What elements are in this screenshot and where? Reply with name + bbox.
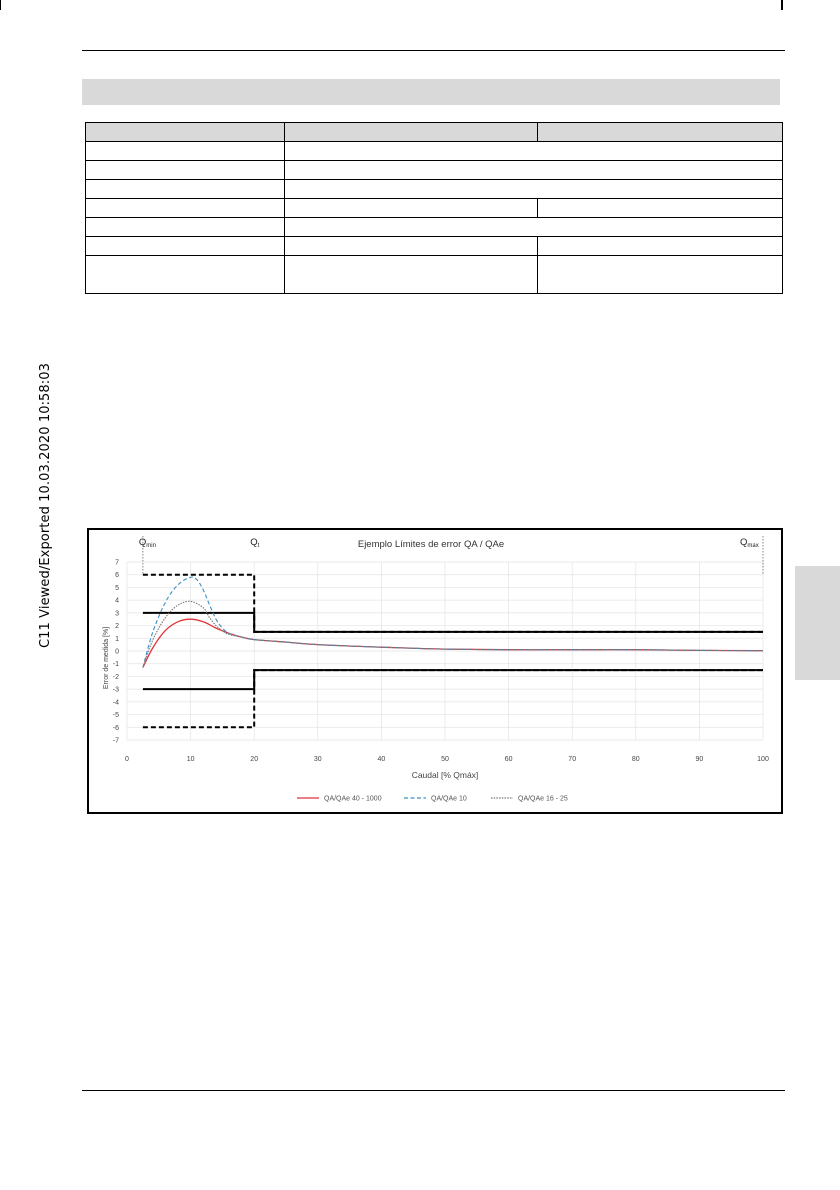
crop-mark-left	[0, 0, 1, 10]
series-line-2	[143, 601, 763, 667]
y-tick-label: 4	[115, 597, 119, 605]
side-stamp: C11 Viewed/Exported 10.03.2020 10:58:03	[38, 362, 53, 648]
table-row	[86, 199, 783, 218]
section-heading-bar	[82, 79, 780, 105]
y-tick-label: 3	[115, 610, 119, 618]
legend-label-0: QA/QAe 40 - 1000	[324, 795, 382, 803]
limit-line-solid-3	[143, 670, 763, 689]
x-tick-label: 60	[504, 756, 513, 763]
legend-label-1: QA/QAe 10	[431, 795, 467, 803]
grid	[127, 562, 763, 740]
x-tick-label: 20	[250, 756, 259, 763]
y-tick-label: 0	[115, 648, 119, 656]
x-tick-label: 40	[377, 756, 386, 763]
x-tick-label: 10	[186, 756, 195, 763]
y-tick-label: -7	[112, 737, 119, 745]
error-limits-chart	[89, 530, 781, 812]
footer-rule	[82, 1090, 785, 1091]
y-tick-label: 5	[115, 584, 119, 592]
legend	[297, 796, 568, 803]
table-row	[86, 237, 783, 256]
y-tick-label: 1	[115, 635, 119, 643]
x-axis-label: Caudal [% Qmáx]	[411, 770, 479, 780]
series-line-1	[143, 577, 763, 667]
spec-table	[85, 122, 783, 294]
y-axis-label: Error de medida [%]	[103, 626, 110, 690]
crop-mark-right	[781, 0, 783, 10]
y-tick-label: -2	[112, 673, 119, 681]
chart-frame	[87, 528, 783, 814]
table-row	[86, 218, 783, 237]
y-tick-label: -4	[112, 699, 119, 707]
annotation-qmax: $Q_{max}$	[740, 537, 759, 549]
limit-line-dashed-1	[143, 670, 763, 727]
annotation-qt: $Q_t$	[250, 537, 260, 549]
y-tick-label: -5	[112, 712, 119, 720]
table-row	[86, 180, 783, 199]
y-tick-label: -6	[112, 724, 119, 732]
y-tick-label: 6	[115, 572, 119, 580]
annotation-qmin: $Q_{min}$	[138, 537, 156, 549]
x-tick-label: 0	[125, 756, 129, 763]
header-rule	[82, 50, 785, 51]
table-row	[86, 142, 783, 161]
series-lines	[143, 577, 763, 667]
limit-line-dashed-0	[143, 575, 763, 632]
axes	[113, 560, 769, 764]
limit-line-solid-2	[143, 613, 763, 632]
y-tick-label: 7	[115, 559, 119, 567]
table-header-row	[86, 123, 783, 142]
y-tick-label: 2	[115, 623, 119, 631]
x-tick-label: 30	[313, 756, 322, 763]
x-tick-label: 80	[631, 756, 640, 763]
y-tick-label: -3	[112, 686, 119, 694]
legend-label-2: QA/QAe 16 - 25	[518, 795, 568, 803]
x-tick-label: 100	[757, 756, 769, 763]
x-tick-label: 50	[441, 756, 449, 763]
x-tick-label: 90	[695, 756, 704, 763]
x-tick-label: 70	[568, 756, 577, 763]
table-row	[86, 256, 783, 294]
side-tab	[795, 566, 840, 680]
y-tick-label: -1	[112, 661, 119, 669]
chart-title: Ejemplo Límites de error QA / QAe	[357, 539, 505, 550]
series-line-0	[143, 619, 763, 667]
table-row	[86, 161, 783, 180]
